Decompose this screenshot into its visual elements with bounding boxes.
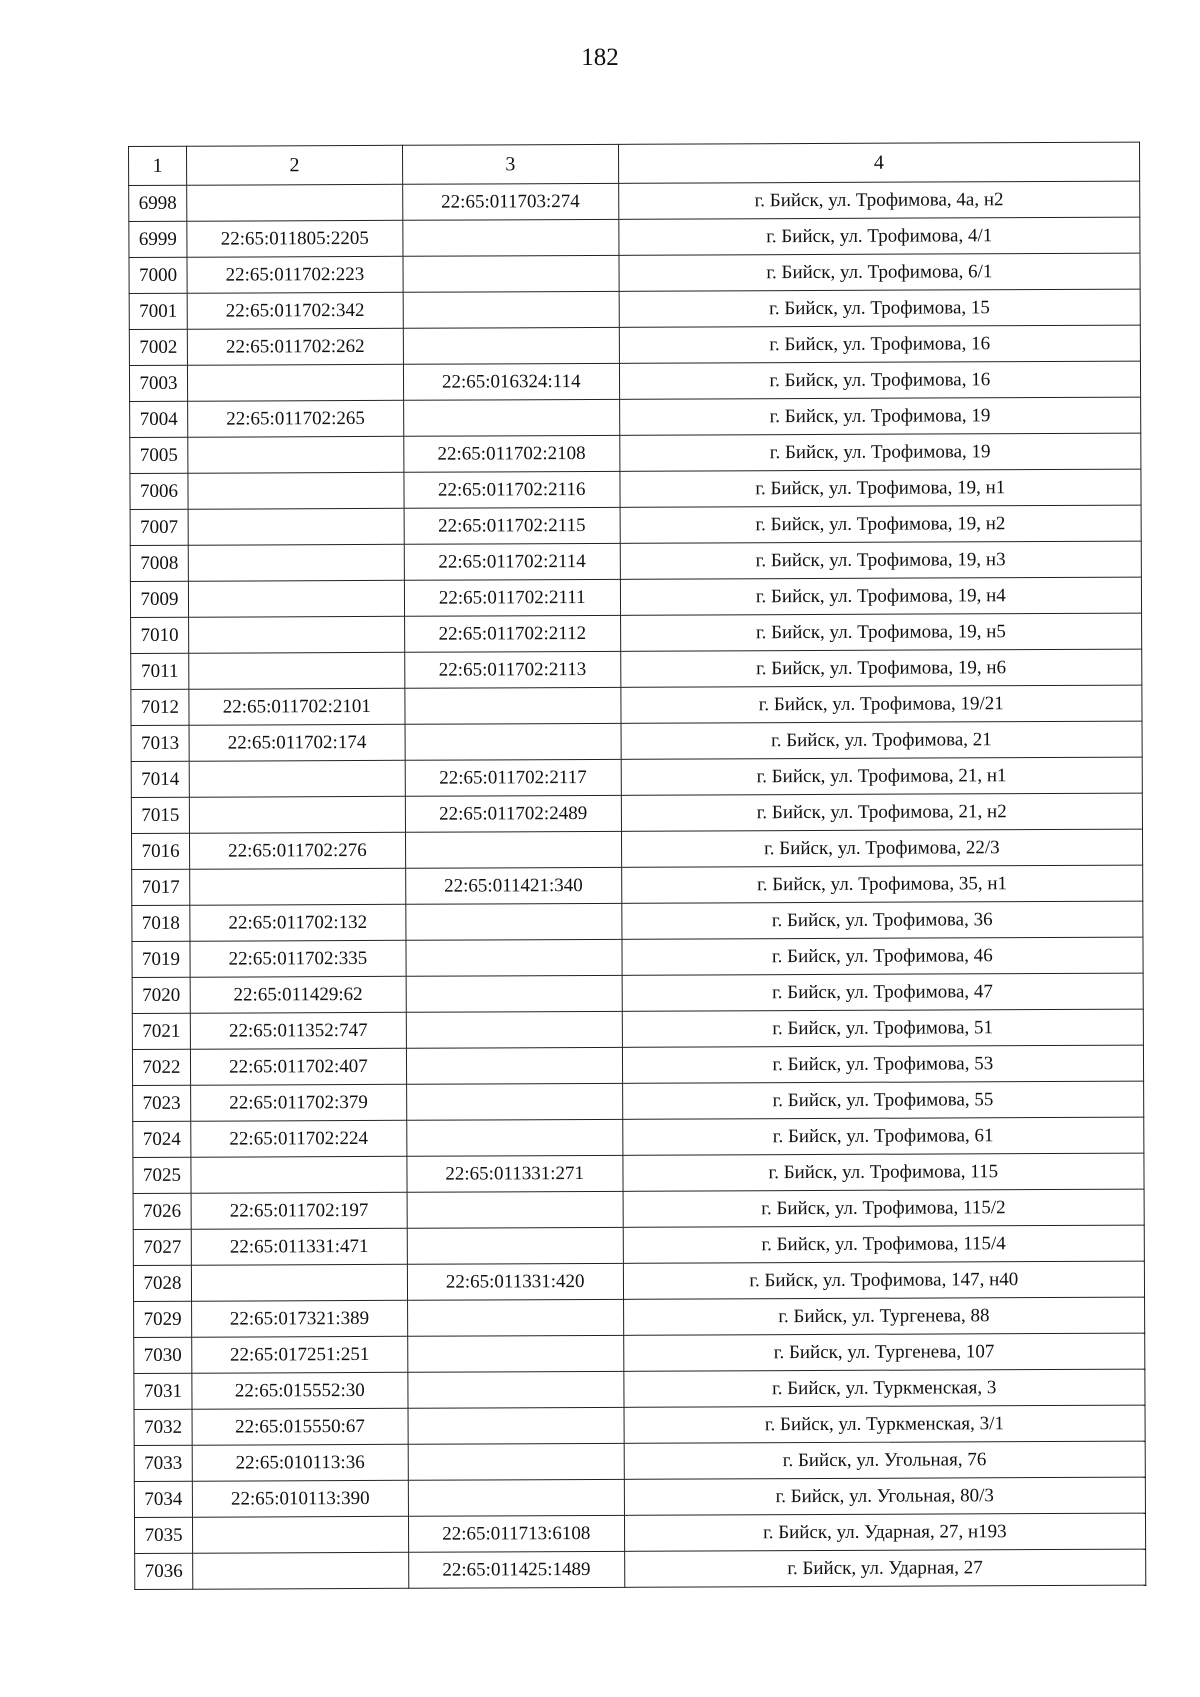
address-cell: г. Бийск, ул. Трофимова, 21, н2 [621, 793, 1143, 831]
cadastral-number-object-cell [406, 975, 622, 1012]
row-number-cell: 7024 [133, 1121, 191, 1157]
address-cell: г. Бийск, ул. Трофимова, 19 [619, 397, 1141, 435]
cadastral-number-object-cell [407, 1227, 623, 1264]
row-number-cell: 7002 [129, 329, 187, 365]
table-row [134, 1369, 1145, 1409]
cadastral-number-land-cell: 22:65:011702:335 [190, 940, 406, 977]
cadastral-number-object-cell: 22:65:011702:2117 [405, 759, 621, 796]
table-row [131, 829, 1142, 869]
row-number-cell: 7016 [131, 833, 189, 869]
cadastral-number-object-cell: 22:65:011425:1489 [408, 1551, 624, 1588]
address-cell: г. Бийск, ул. Трофимова, 147, н40 [623, 1261, 1145, 1299]
row-number-cell: 7009 [130, 581, 188, 617]
address-cell: г. Бийск, ул. Тургенева, 88 [623, 1297, 1145, 1335]
row-number-cell: 7021 [132, 1013, 190, 1049]
address-cell: г. Бийск, ул. Трофимова, 55 [622, 1081, 1144, 1119]
page-number: 182 [581, 44, 619, 71]
address-cell: г. Бийск, ул. Ударная, 27, н193 [624, 1513, 1146, 1551]
cadastral-number-object-cell [406, 939, 622, 976]
cadastral-number-land-cell: 22:65:011429:62 [190, 976, 406, 1013]
cadastral-number-land-cell: 22:65:011702:407 [190, 1048, 406, 1085]
cadastral-number-object-cell [406, 1011, 622, 1048]
table-row [129, 181, 1140, 221]
cadastral-number-land-cell: 22:65:011702:2101 [189, 688, 405, 725]
table-row [131, 721, 1142, 761]
address-cell: г. Бийск, ул. Трофимова, 6/1 [619, 253, 1141, 291]
cadastral-number-object-cell [406, 1047, 622, 1084]
table-row [129, 289, 1140, 329]
table-row [131, 685, 1142, 725]
row-number-cell: 7034 [134, 1481, 192, 1517]
cadastral-number-land-cell: 22:65:011702:342 [187, 292, 403, 329]
table-row [133, 1081, 1144, 1121]
cadastral-number-land-cell [193, 1552, 409, 1589]
row-number-cell: 7027 [133, 1229, 191, 1265]
cadastral-number-land-cell [189, 616, 405, 653]
row-number-cell: 7012 [131, 689, 189, 725]
table-row [133, 1261, 1144, 1301]
address-cell: г. Бийск, ул. Трофимова, 51 [622, 1009, 1144, 1047]
cadastral-number-object-cell [408, 1479, 624, 1516]
row-number-cell: 7030 [134, 1337, 192, 1373]
cadastral-number-object-cell: 22:65:011702:2115 [404, 507, 620, 544]
row-number-cell: 7001 [129, 293, 187, 329]
cadastral-number-object-cell: 22:65:011421:340 [405, 867, 621, 904]
cadastral-number-object-cell: 22:65:011702:2111 [404, 579, 620, 616]
address-cell: г. Бийск, ул. Трофимова, 36 [621, 901, 1143, 939]
address-cell: г. Бийск, ул. Трофимова, 19, н2 [620, 505, 1142, 543]
row-number-cell: 7008 [130, 545, 188, 581]
address-cell: г. Бийск, ул. Трофимова, 4/1 [618, 217, 1140, 255]
row-number-cell: 7023 [133, 1085, 191, 1121]
address-cell: г. Бийск, ул. Трофимова, 16 [619, 361, 1141, 399]
cadastral-number-object-cell: 22:65:011713:6108 [408, 1515, 624, 1552]
cadastral-number-object-cell [408, 1407, 624, 1444]
row-number-cell: 7028 [133, 1265, 191, 1301]
address-cell: г. Бийск, ул. Трофимова, 19, н4 [620, 577, 1142, 615]
cadastral-number-land-cell: 22:65:011702:262 [187, 328, 403, 365]
row-number-cell: 6999 [129, 221, 187, 257]
cadastral-number-object-cell: 22:65:016324:114 [403, 363, 619, 400]
address-cell: г. Бийск, ул. Трофимова, 53 [622, 1045, 1144, 1083]
cadastral-number-land-cell: 22:65:015552:30 [192, 1372, 408, 1409]
table-row [132, 1009, 1143, 1049]
table-row [129, 253, 1140, 293]
row-number-cell: 7004 [130, 401, 188, 437]
table-row [133, 1225, 1144, 1265]
row-number-cell: 7035 [134, 1517, 192, 1553]
row-number-cell: 7022 [132, 1049, 190, 1085]
cadastral-number-land-cell: 22:65:017251:251 [192, 1336, 408, 1373]
cadastral-number-land-cell: 22:65:015550:67 [192, 1408, 408, 1445]
cadastral-number-land-cell [189, 652, 405, 689]
cadastral-number-object-cell: 22:65:011702:2113 [405, 651, 621, 688]
cadastral-number-object-cell: 22:65:011331:420 [407, 1263, 623, 1300]
row-number-cell: 6998 [129, 185, 187, 221]
cadastral-number-object-cell [405, 687, 621, 724]
cadastral-number-land-cell [188, 436, 404, 473]
cadastral-number-land-cell: 22:65:011702:276 [189, 832, 405, 869]
row-number-cell: 7010 [131, 617, 189, 653]
cadastral-number-object-cell [403, 219, 619, 256]
table-row [132, 901, 1143, 941]
table-row [135, 1549, 1146, 1589]
table-row [132, 865, 1143, 905]
address-cell: г. Бийск, ул. Трофимова, 115/2 [623, 1189, 1145, 1227]
address-cell: г. Бийск, ул. Трофимова, 115/4 [623, 1225, 1145, 1263]
table-row [134, 1441, 1145, 1481]
cadastral-number-object-cell [406, 903, 622, 940]
table-row [130, 541, 1141, 581]
cadastral-number-object-cell [405, 723, 621, 760]
cadastral-number-object-cell [405, 831, 621, 868]
row-number-cell: 7018 [132, 905, 190, 941]
table-row [134, 1297, 1145, 1337]
cadastral-number-object-cell: 22:65:011702:2116 [404, 471, 620, 508]
cadastral-number-land-cell [189, 796, 405, 833]
table-row [130, 505, 1141, 545]
address-cell: г. Бийск, ул. Трофимова, 46 [622, 937, 1144, 975]
cadastral-number-land-cell: 22:65:010113:36 [192, 1444, 408, 1481]
cadastral-number-land-cell [187, 364, 403, 401]
cadastral-number-object-cell: 22:65:011702:2114 [404, 543, 620, 580]
cadastral-number-land-cell [191, 1156, 407, 1193]
table-body [129, 181, 1146, 1589]
address-cell: г. Бийск, ул. Трофимова, 19, н3 [620, 541, 1142, 579]
row-number-cell: 7029 [134, 1301, 192, 1337]
cadastral-number-object-cell [408, 1371, 624, 1408]
table-row [132, 937, 1143, 977]
address-cell: г. Бийск, ул. Трофимова, 115 [623, 1153, 1145, 1191]
row-number-cell: 7014 [131, 761, 189, 797]
table-row [130, 577, 1141, 617]
table-row [131, 649, 1142, 689]
address-cell: г. Бийск, ул. Туркменская, 3/1 [624, 1405, 1146, 1443]
address-cell: г. Бийск, ул. Трофимова, 21, н1 [621, 757, 1143, 795]
address-cell: г. Бийск, ул. Трофимова, 61 [622, 1117, 1144, 1155]
address-cell: г. Бийск, ул. Туркменская, 3 [623, 1369, 1145, 1407]
table-row [133, 1153, 1144, 1193]
cadastral-number-land-cell [192, 1516, 408, 1553]
cadastral-number-land-cell [188, 580, 404, 617]
table-row [129, 361, 1140, 401]
row-number-cell: 7026 [133, 1193, 191, 1229]
header-col-2: 2 [186, 145, 402, 185]
cadastral-number-land-cell [188, 544, 404, 581]
cadastral-number-object-cell: 22:65:011702:2112 [404, 615, 620, 652]
cadastral-number-object-cell [407, 1191, 623, 1228]
registry-table [128, 142, 1146, 1590]
row-number-cell: 7019 [132, 941, 190, 977]
cadastral-number-object-cell: 22:65:011702:2108 [404, 435, 620, 472]
table-row [134, 1405, 1145, 1445]
row-number-cell: 7031 [134, 1373, 192, 1409]
cadastral-number-land-cell: 22:65:011702:223 [187, 256, 403, 293]
cadastral-number-land-cell [187, 184, 403, 221]
table-row [134, 1513, 1145, 1553]
row-number-cell: 7017 [132, 869, 190, 905]
table-row [134, 1477, 1145, 1517]
row-number-cell: 7032 [134, 1409, 192, 1445]
address-cell: г. Бийск, ул. Угольная, 76 [624, 1441, 1146, 1479]
cadastral-number-object-cell [408, 1443, 624, 1480]
cadastral-number-object-cell [407, 1335, 623, 1372]
cadastral-number-land-cell: 22:65:011805:2205 [187, 220, 403, 257]
row-number-cell: 7025 [133, 1157, 191, 1193]
table-row [129, 217, 1140, 257]
cadastral-number-object-cell [403, 399, 619, 436]
row-number-cell: 7011 [131, 653, 189, 689]
row-number-cell: 7005 [130, 437, 188, 473]
row-number-cell: 7020 [132, 977, 190, 1013]
cadastral-number-land-cell: 22:65:011702:224 [191, 1120, 407, 1157]
cadastral-number-land-cell: 22:65:011702:265 [188, 400, 404, 437]
address-cell: г. Бийск, ул. Трофимова, 4а, н2 [618, 181, 1140, 219]
cadastral-number-land-cell [190, 868, 406, 905]
address-cell: г. Бийск, ул. Трофимова, 19, н6 [620, 649, 1142, 687]
table-row [131, 613, 1142, 653]
table-row [133, 1189, 1144, 1229]
cadastral-number-land-cell [188, 508, 404, 545]
header-col-4: 4 [618, 142, 1140, 183]
address-cell: г. Бийск, ул. Трофимова, 19/21 [620, 685, 1142, 723]
address-cell: г. Бийск, ул. Трофимова, 47 [622, 973, 1144, 1011]
table-row [132, 1045, 1143, 1085]
table-row [130, 433, 1141, 473]
cadastral-number-land-cell: 22:65:011702:174 [189, 724, 405, 761]
cadastral-number-land-cell: 22:65:011702:132 [190, 904, 406, 941]
cadastral-number-land-cell [191, 1264, 407, 1301]
cadastral-number-land-cell [189, 760, 405, 797]
row-number-cell: 7036 [135, 1553, 193, 1589]
table-row [129, 325, 1140, 365]
address-cell: г. Бийск, ул. Трофимова, 19, н5 [620, 613, 1142, 651]
cadastral-number-object-cell [406, 1083, 622, 1120]
cadastral-number-land-cell: 22:65:017321:389 [192, 1300, 408, 1337]
row-number-cell: 7003 [129, 365, 187, 401]
table-row [134, 1333, 1145, 1373]
cadastral-number-object-cell [403, 255, 619, 292]
address-cell: г. Бийск, ул. Тургенева, 107 [623, 1333, 1145, 1371]
cadastral-number-object-cell [403, 291, 619, 328]
address-cell: г. Бийск, ул. Трофимова, 16 [619, 325, 1141, 363]
address-cell: г. Бийск, ул. Трофимова, 21 [621, 721, 1143, 759]
cadastral-number-land-cell: 22:65:011352:747 [190, 1012, 406, 1049]
row-number-cell: 7006 [130, 473, 188, 509]
cadastral-number-object-cell: 22:65:011331:271 [407, 1155, 623, 1192]
row-number-cell: 7013 [131, 725, 189, 761]
table-row [133, 1117, 1144, 1157]
table-row [130, 397, 1141, 437]
header-col-1: 1 [129, 146, 187, 185]
cadastral-number-object-cell: 22:65:011702:2489 [405, 795, 621, 832]
cadastral-number-land-cell: 22:65:011702:197 [191, 1192, 407, 1229]
cadastral-number-object-cell: 22:65:011703:274 [402, 183, 618, 220]
address-cell: г. Бийск, ул. Угольная, 80/3 [624, 1477, 1146, 1515]
row-number-cell: 7033 [134, 1445, 192, 1481]
header-col-3: 3 [402, 144, 618, 184]
address-cell: г. Бийск, ул. Трофимова, 35, н1 [621, 865, 1143, 903]
table-row [131, 793, 1142, 833]
address-cell: г. Бийск, ул. Трофимова, 22/3 [621, 829, 1143, 867]
table-row [132, 973, 1143, 1013]
cadastral-number-object-cell [407, 1119, 623, 1156]
cadastral-number-land-cell: 22:65:010113:390 [192, 1480, 408, 1517]
address-cell: г. Бийск, ул. Трофимова, 15 [619, 289, 1141, 327]
table-row [130, 469, 1141, 509]
cadastral-number-land-cell: 22:65:011331:471 [191, 1228, 407, 1265]
table-row [131, 757, 1142, 797]
row-number-cell: 7000 [129, 257, 187, 293]
row-number-cell: 7015 [131, 797, 189, 833]
table-header [129, 142, 1140, 185]
row-number-cell: 7007 [130, 509, 188, 545]
header-row [129, 142, 1140, 185]
address-cell: г. Бийск, ул. Трофимова, 19, н1 [620, 469, 1142, 507]
cadastral-number-object-cell [403, 327, 619, 364]
address-cell: г. Бийск, ул. Трофимова, 19 [619, 433, 1141, 471]
cadastral-number-land-cell [188, 472, 404, 509]
cadastral-number-land-cell: 22:65:011702:379 [191, 1084, 407, 1121]
cadastral-number-object-cell [407, 1299, 623, 1336]
address-cell: г. Бийск, ул. Ударная, 27 [624, 1549, 1146, 1587]
